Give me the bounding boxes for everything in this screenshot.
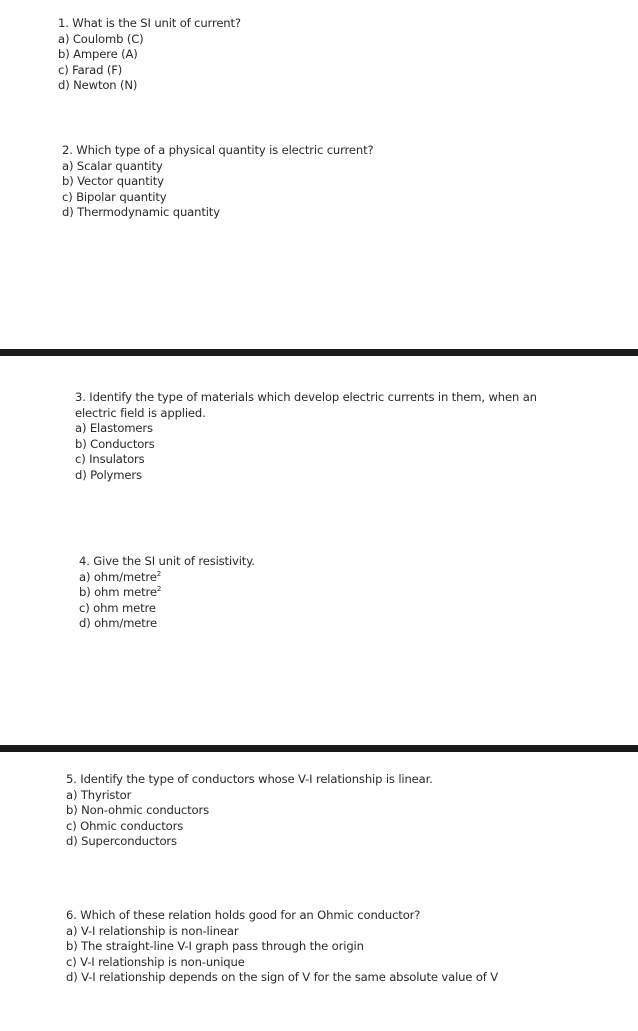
option-b: b) Non-ohmic conductors: [66, 803, 209, 818]
page-divider: [0, 745, 638, 752]
option-d: d) V-I relationship depends on the sign of V for the same absolute value of V: [66, 970, 499, 985]
option-b: b) Conductors: [75, 436, 155, 451]
question-text: 6. Which of these relation holds good for an Ohmic conductor?: [66, 908, 421, 922]
option-d: d) Superconductors: [66, 834, 177, 849]
question-text: 2. Which type of a physical quantity is electric current?: [62, 143, 374, 157]
superscript: 2: [156, 569, 162, 578]
option-c: c) ohm metre: [79, 600, 156, 615]
option-a: a) V-I relationship is non-linear: [66, 923, 239, 938]
question-text-continued: electric field is applied.: [75, 405, 206, 420]
question-2: [62, 143, 373, 221]
option-c: c) Bipolar quantity: [62, 189, 167, 204]
question-1: [58, 16, 241, 94]
option-b-text: b) ohm metre: [79, 585, 157, 600]
option-a: a) Thyristor: [66, 787, 132, 802]
option-a: a) Elastomers: [75, 421, 153, 436]
option-b: b) The straight-line V-I graph pass through the origin: [66, 939, 364, 954]
question-5: [66, 772, 433, 850]
option-a: a) Coulomb (C): [58, 31, 144, 46]
superscript: 2: [156, 585, 162, 594]
option-a-text: a) ohm/metre: [79, 569, 157, 584]
option-b: [79, 585, 255, 601]
question-text: 4. Give the SI unit of resistivity.: [79, 554, 255, 568]
question-6: [66, 908, 498, 986]
option-d: d) ohm/metre: [79, 616, 158, 631]
option-d: d) Thermodynamic quantity: [62, 205, 220, 220]
page-divider: [0, 349, 638, 356]
question-text: 3. Identify the type of materials which develop electric currents in them, when an: [75, 390, 537, 404]
question-text: 1. What is the SI unit of current?: [58, 16, 241, 30]
option-c: c) Insulators: [75, 452, 145, 467]
option-b: b) Vector quantity: [62, 174, 164, 189]
question-4: [79, 554, 255, 632]
option-d: d) Polymers: [75, 467, 142, 482]
question-text: 5. Identify the type of conductors whose V-I relationship is linear.: [66, 772, 433, 786]
option-c: c) Ohmic conductors: [66, 818, 184, 833]
option-a: a) Scalar quantity: [62, 158, 163, 173]
option-c: c) V-I relationship is non-unique: [66, 954, 245, 969]
question-3: [75, 390, 537, 484]
option-b: b) Ampere (A): [58, 47, 138, 62]
option-d: d) Newton (N): [58, 78, 138, 93]
option-c: c) Farad (F): [58, 62, 123, 77]
option-a: [79, 570, 255, 586]
